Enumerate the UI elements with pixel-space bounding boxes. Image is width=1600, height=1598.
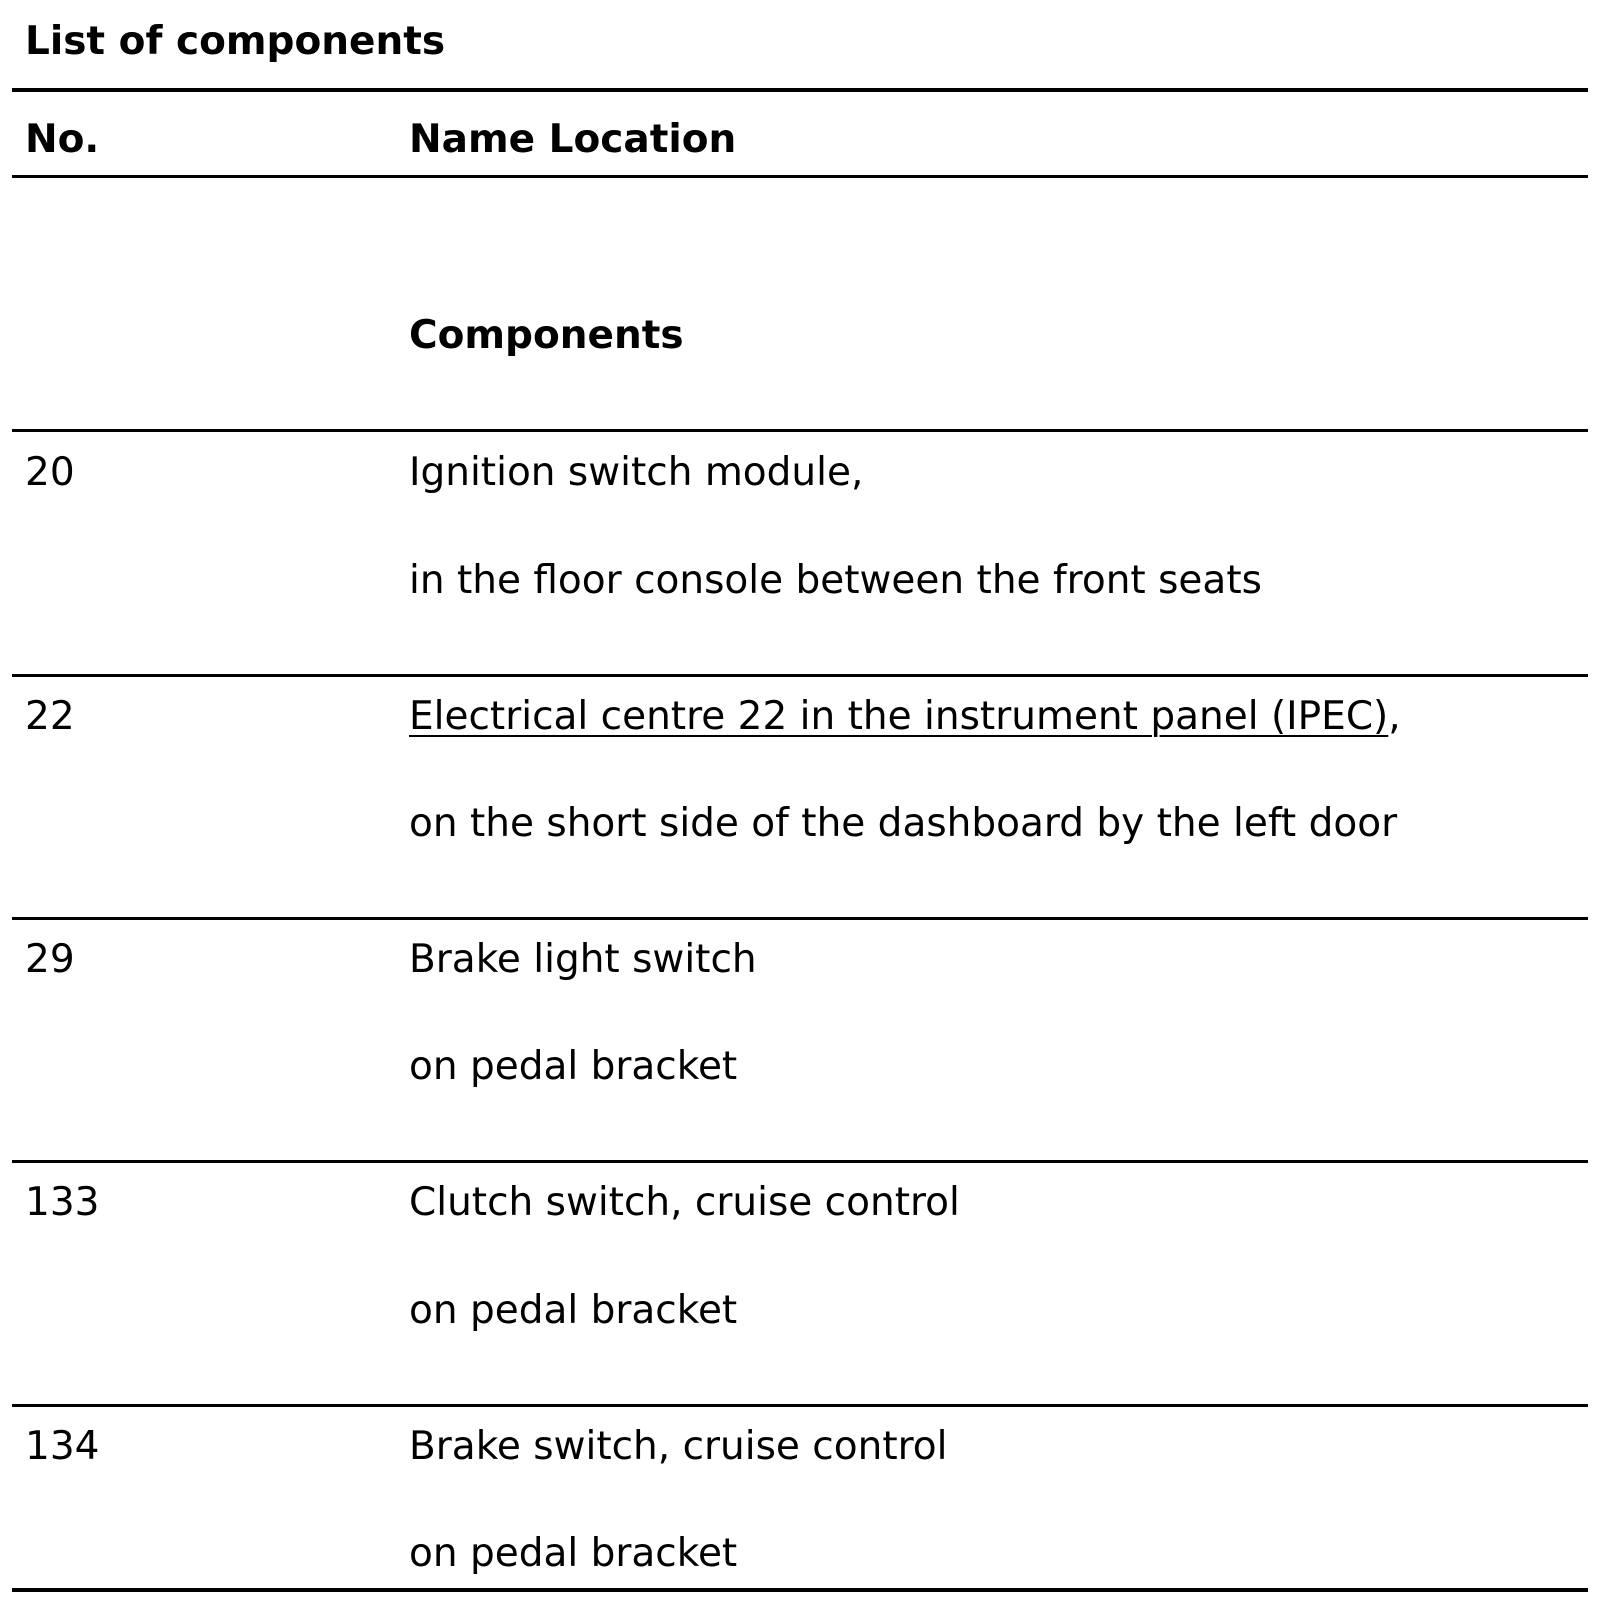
row-number: 20 bbox=[25, 450, 75, 495]
row-number: 133 bbox=[25, 1180, 100, 1225]
section-label: Components bbox=[409, 313, 684, 358]
row-divider bbox=[12, 917, 1588, 920]
row-divider bbox=[12, 1404, 1588, 1407]
document-title: List of components bbox=[25, 19, 446, 64]
row-name: Brake light switch bbox=[409, 937, 757, 982]
row-location: on the short side of the dashboard by the left door bbox=[409, 801, 1398, 846]
row-divider bbox=[12, 1160, 1588, 1163]
row-number: 22 bbox=[25, 694, 75, 739]
row-location: on pedal bracket bbox=[409, 1044, 738, 1089]
row-location: on pedal bracket bbox=[409, 1531, 738, 1576]
row-name-link-text: Electrical centre 22 in the instrument panel (IPEC) bbox=[409, 694, 1389, 739]
row-number: 134 bbox=[25, 1424, 100, 1469]
top-rule bbox=[12, 88, 1588, 92]
row-number: 29 bbox=[25, 937, 75, 982]
row-location: in the floor console between the front seats bbox=[409, 558, 1262, 603]
row-divider bbox=[12, 674, 1588, 677]
row-name-suffix: , bbox=[1388, 694, 1401, 739]
row-name: Brake switch, cruise control bbox=[409, 1424, 948, 1469]
row-name: Clutch switch, cruise control bbox=[409, 1180, 960, 1225]
row-location: on pedal bracket bbox=[409, 1288, 738, 1333]
header-name-location: Name Location bbox=[409, 117, 737, 162]
section-rule bbox=[12, 429, 1588, 432]
bottom-rule bbox=[12, 1588, 1588, 1592]
header-rule bbox=[12, 175, 1588, 178]
row-name: Ignition switch module, bbox=[409, 450, 864, 495]
header-no: No. bbox=[25, 117, 100, 162]
row-name bbox=[409, 693, 1401, 741]
